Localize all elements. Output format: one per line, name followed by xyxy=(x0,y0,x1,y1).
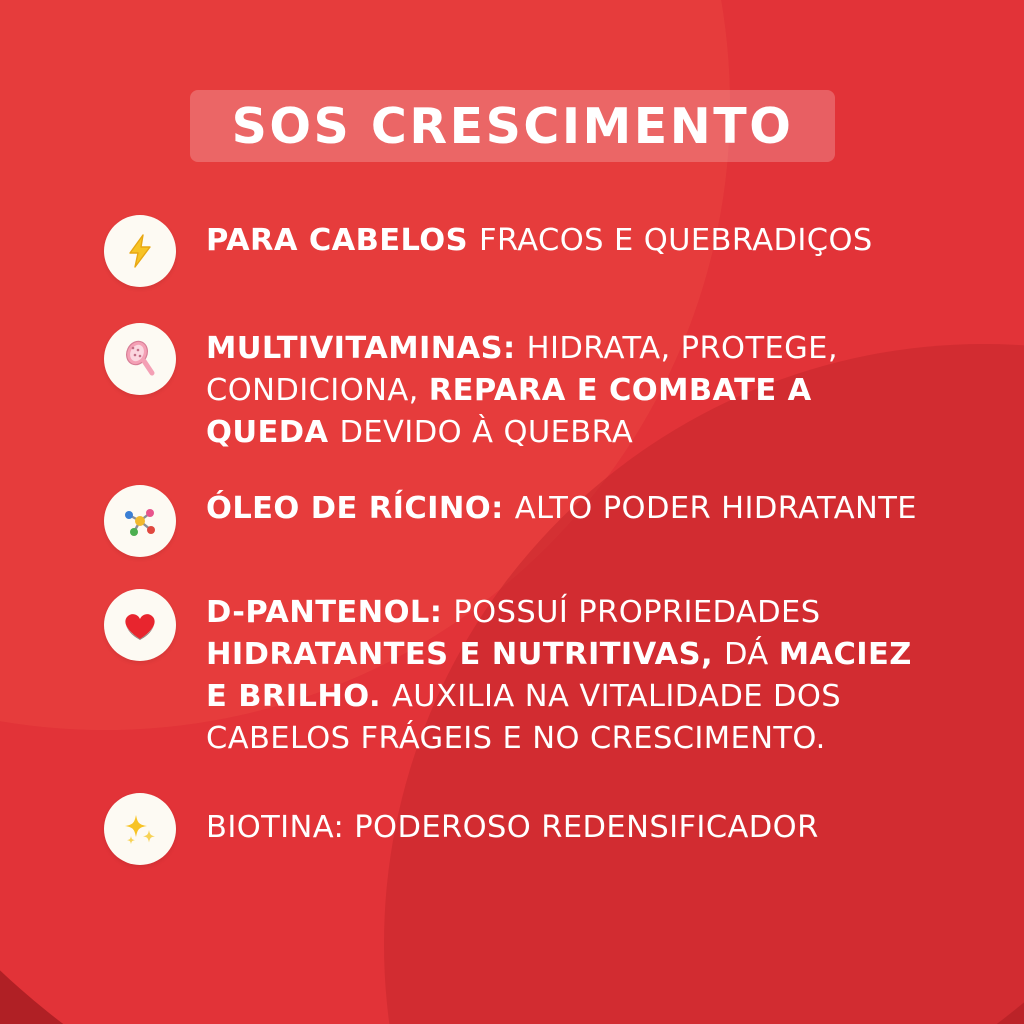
lightning-bolt-icon xyxy=(104,215,176,287)
hairbrush-icon xyxy=(104,323,176,395)
benefit-text-2: MULTIVITAMINAS: HIDRATA, PROTEGE, CONDICIONA, REPARA E COMBATE A QUEDA DEVIDO À QUEBRA xyxy=(206,331,838,450)
sparkles-icon xyxy=(104,793,176,865)
benefit-text-4: D-PANTENOL: POSSUÍ PROPRIEDADES HIDRATANTES E NUTRITIVAS, DÁ MACIEZ E BRILHO. AUXILIA NA VITALIDADE DOS CABELOS FRÁGEIS E NO CRESCIMENTO. xyxy=(206,595,912,756)
benefit-text-3: ÓLEO DE RÍCINO: ALTO PODER HIDRATANTE xyxy=(206,491,917,527)
benefit-text-1: PARA CABELOS FRACOS E QUEBRADIÇOS xyxy=(206,223,873,258)
list-item xyxy=(104,215,934,287)
list-item xyxy=(104,483,934,557)
benefits-list xyxy=(104,215,934,865)
list-item xyxy=(104,323,934,453)
page-title: SOS CRESCIMENTO xyxy=(231,97,794,155)
benefit-text-5: BIOTINA: PODEROSO REDENSIFICADOR xyxy=(206,810,819,846)
title-banner xyxy=(190,90,835,162)
list-item xyxy=(104,793,934,865)
list-item xyxy=(104,587,934,759)
molecule-icon xyxy=(104,485,176,557)
heart-icon xyxy=(104,589,176,661)
